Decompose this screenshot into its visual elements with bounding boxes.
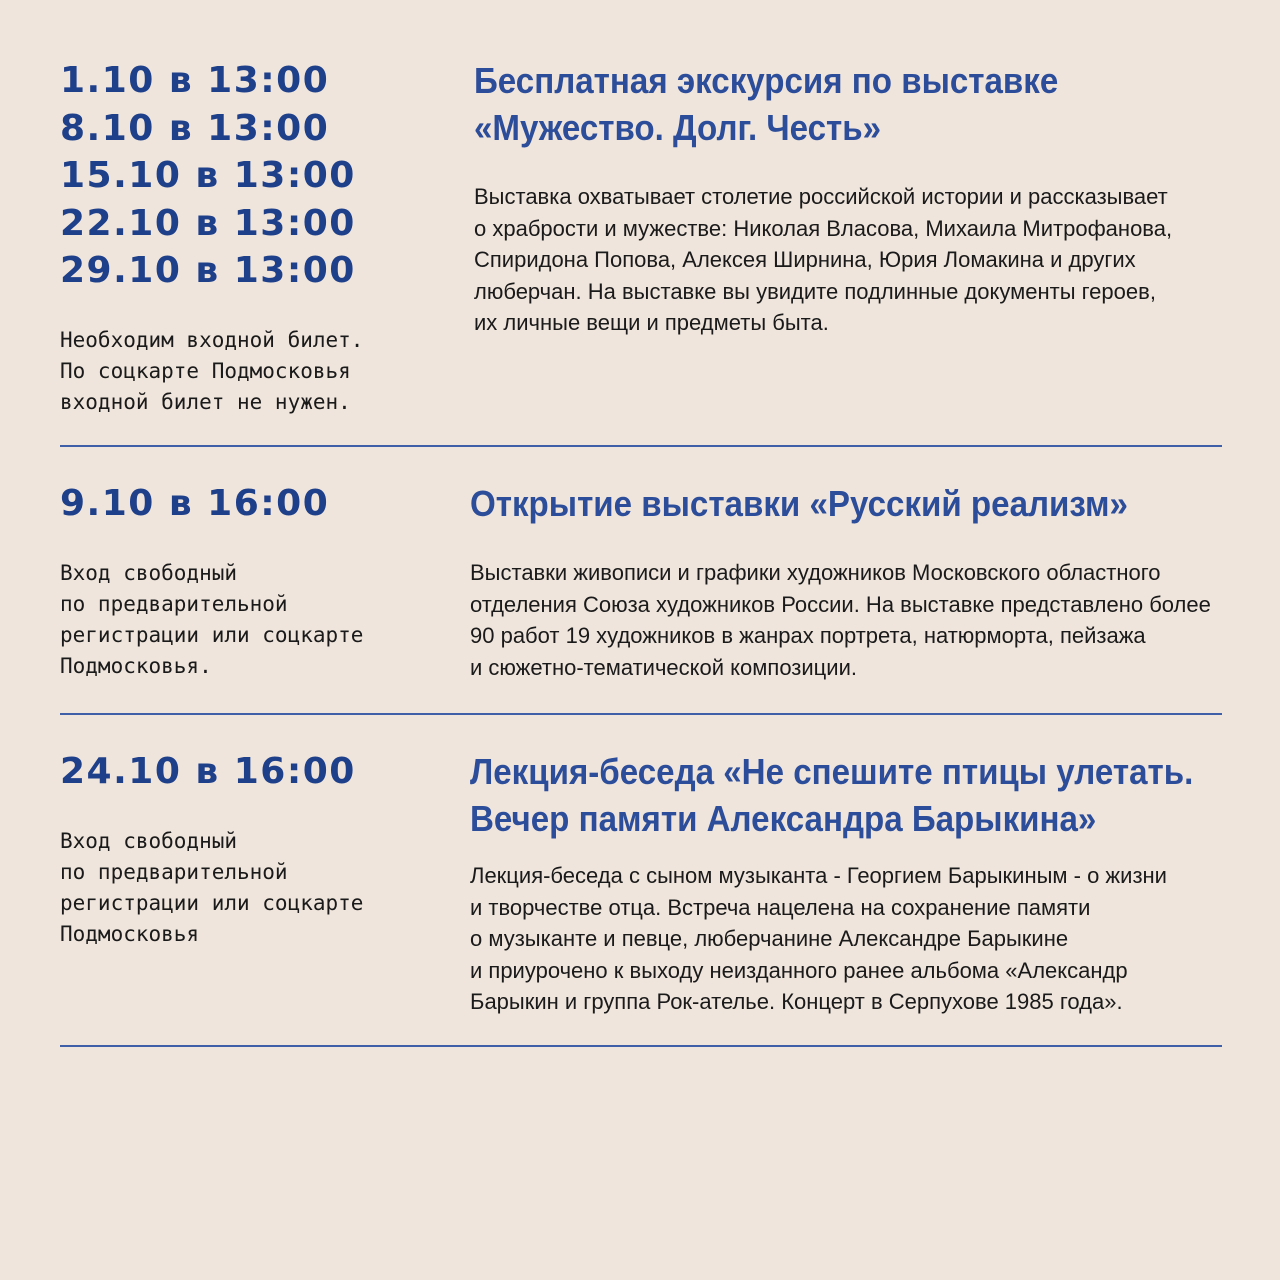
note-line: Вход свободный bbox=[60, 828, 238, 853]
event-date: 9.10 в 16:00 bbox=[60, 483, 330, 524]
event-3-details bbox=[470, 748, 1256, 1018]
event-3-dates bbox=[60, 748, 440, 796]
title-line: Бесплатная экскурсия по выставке bbox=[474, 60, 1059, 101]
event-date: 24.10 в 16:00 bbox=[60, 751, 356, 792]
note-line: Подмосковья bbox=[60, 921, 200, 946]
description-line: люберчан. На выставке вы увидите подлинные документы героев, bbox=[474, 278, 1156, 304]
note-line: Подмосковья. bbox=[60, 653, 212, 678]
divider bbox=[60, 1045, 1222, 1047]
description-line: и приурочено к выходу неизданного ранее альбома «Александр bbox=[470, 957, 1128, 983]
event-3-schedule bbox=[60, 748, 440, 950]
event-1-title bbox=[474, 57, 1116, 151]
event-2-dates bbox=[60, 480, 440, 528]
description-line: Барыкин и группа Рок-ателье. Концерт в Серпухове 1985 года». bbox=[470, 989, 1123, 1014]
note-line: Необходим входной билет. bbox=[60, 327, 364, 352]
note-line: по предварительной bbox=[60, 859, 288, 884]
event-date: 8.10 в 13:00 bbox=[60, 107, 330, 149]
event-date: 22.10 в 13:00 bbox=[60, 202, 356, 244]
note-line: входной билет не нужен. bbox=[60, 389, 351, 414]
event-1-ticket-note bbox=[60, 325, 440, 418]
event-2-schedule bbox=[60, 480, 440, 682]
event-date: 1.10 в 13:00 bbox=[60, 60, 330, 101]
description-line: о храбрости и мужестве: Николая Власова, Михаила Митрофанова, bbox=[474, 215, 1173, 241]
description-line: Лекция-беседа с сыном музыканта - Георгием Барыкиным - о жизни bbox=[470, 863, 1167, 888]
event-date: 15.10 в 13:00 bbox=[60, 155, 356, 196]
note-line: По соцкарте Подмосковья bbox=[60, 358, 351, 383]
event-2-entry-note bbox=[60, 558, 440, 682]
event-1-details bbox=[474, 57, 1172, 339]
event-1-description bbox=[474, 181, 1172, 339]
event-3-title bbox=[470, 748, 1193, 842]
title-line: Вечер памяти Александра Барыкина» bbox=[470, 798, 1097, 839]
description-line: Выставка охватывает столетие российской истории и рассказывает bbox=[474, 184, 1168, 209]
description-line: о музыканте и певце, люберчанине Александре Барыкине bbox=[470, 926, 1069, 951]
event-2-description bbox=[470, 557, 1211, 683]
divider bbox=[60, 445, 1222, 447]
note-line: регистрации или соцкарте bbox=[60, 622, 364, 647]
title-line: Лекция-беседа «Не спешите птицы улетать. bbox=[470, 751, 1194, 792]
event-2-title bbox=[470, 480, 1152, 527]
event-date: 29.10 в 13:00 bbox=[60, 250, 356, 291]
title-line: Открытие выставки «Русский реализм» bbox=[470, 483, 1128, 524]
description-line: их личные вещи и предметы быта. bbox=[474, 310, 829, 335]
description-line: отделения Союза художников России. На выставке представлено более bbox=[470, 591, 1211, 617]
description-line: Спиридона Попова, Алексея Ширнина, Юрия Ломакина и других bbox=[474, 247, 1136, 272]
note-line: регистрации или соцкарте bbox=[60, 890, 364, 915]
event-2-details bbox=[470, 480, 1211, 683]
event-1-dates bbox=[60, 57, 440, 295]
title-line: «Мужество. Долг. Честь» bbox=[474, 107, 882, 148]
event-3-description bbox=[470, 860, 1256, 1018]
description-line: 90 работ 19 художников в жанрах портрета, натюрморта, пейзажа bbox=[470, 623, 1146, 648]
description-line: и творчестве отца. Встреча нацелена на сохранение памяти bbox=[470, 894, 1091, 920]
note-line: Вход свободный bbox=[60, 560, 238, 585]
divider bbox=[60, 713, 1222, 715]
note-line: по предварительной bbox=[60, 591, 288, 616]
event-1-schedule bbox=[60, 57, 440, 418]
description-line: Выставки живописи и графики художников Московского областного bbox=[470, 560, 1161, 585]
description-line: и сюжетно-тематической композиции. bbox=[470, 654, 857, 680]
event-3-entry-note bbox=[60, 826, 440, 950]
